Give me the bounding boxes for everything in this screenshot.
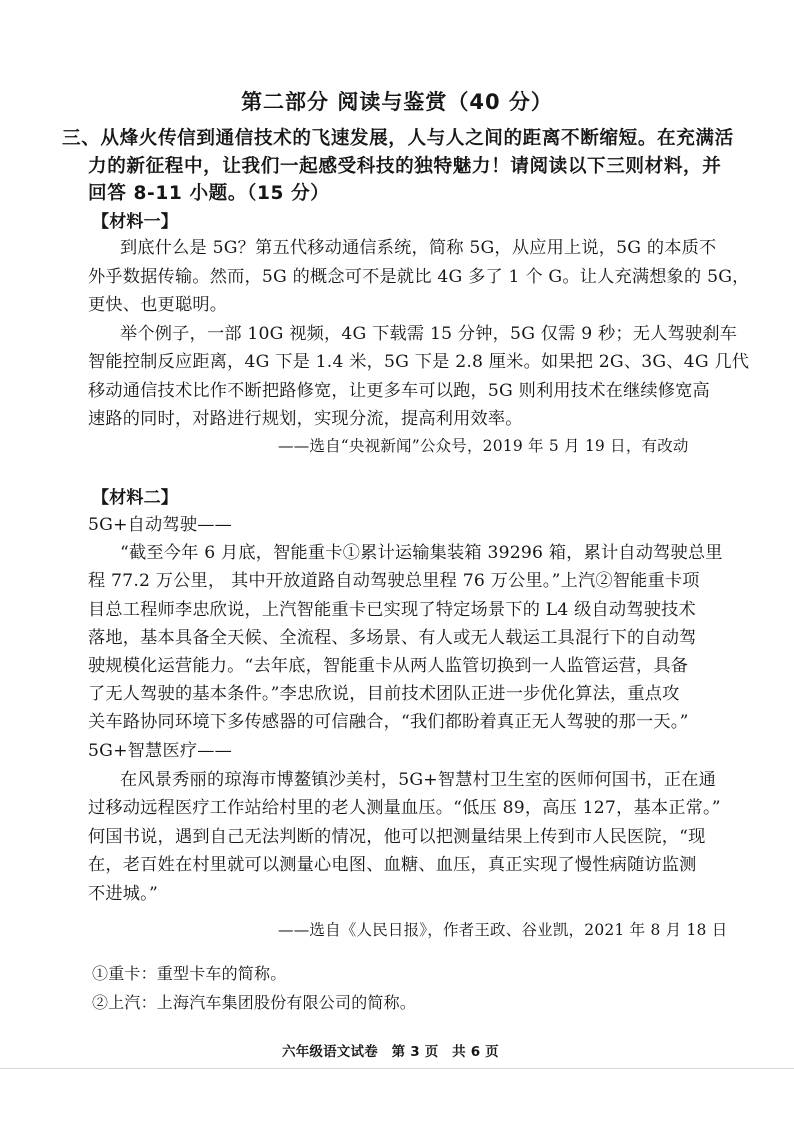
material2-line: 落地，基本具备全天候、全流程、多场景、有人或无人载运工具混行下的自动驾 (88, 628, 697, 648)
material2-line: 何国书说，遇到自己无法判断的情况，他可以把测量结果上传到市人民医院，“现 (88, 827, 706, 847)
material2-line: 程 77.2 万公里， 其中开放道路自动驾驶总里程 76 万公里。”上汽②智能重卡项 (88, 571, 700, 591)
material1-source: ——选自“央视新闻”公众号，2019 年 5 月 19 日，有改动 (278, 437, 689, 455)
page-footer: 六年级语文试卷 第 3 页 共 6 页 (282, 1044, 499, 1060)
material2-line: 了无人驾驶的基本条件。”李忠欣说，目前技术团队正进一步优化算法，重点攻 (88, 684, 680, 704)
footnote: ②上汽：上海汽车集团股份有限公司的简称。 (92, 993, 417, 1012)
material2-line: 驶规模化运营能力。“去年底，智能重卡从两人监管切换到一人监管运营，具备 (88, 656, 689, 676)
intro-line: 力的新征程中，让我们一起感受科技的独特魅力！请阅读以下三则材料，并 (88, 156, 722, 177)
section-title: 第二部分 阅读与鉴赏（40 分） (241, 90, 553, 114)
footnote: ①重卡：重型卡车的简称。 (92, 964, 287, 983)
intro-line: 三、从烽火传信到通信技术的飞速发展，人与人之间的距离不断缩短。在充满活 (62, 128, 734, 149)
material2-line: 在风景秀丽的琼海市博鳌镇沙美村，5G+智慧村卫生室的医师何国书，正在通 (120, 770, 717, 790)
material1-line: 举个例子，一部 10G 视频，4G 下载需 15 分钟，5G 仅需 9 秒；无人驾驶刹车 (120, 324, 738, 344)
material2-line: 过移动远程医疗工作站给村里的老人测量血压。“低压 89，高压 127，基本正常。” (88, 798, 721, 818)
material2-line: 关车路协同环境下多传感器的可信融合，“我们都盼着真正无人驾驶的那一天。” (88, 712, 689, 732)
material1-line: 速路的同时，对路进行规划，实现分流，提高利用效率。 (88, 409, 523, 429)
material2-line: 不进城。” (88, 884, 158, 904)
material2-source: ——选自《人民日报》，作者王政、谷业凯，2021 年 8 月 18 日 (278, 921, 728, 939)
material2-subheading: 5G+智慧医疗—— (88, 741, 232, 761)
material2-line: 目总工程师李忠欣说，上汽智能重卡已实现了特定场景下的 L4 级自动驾驶技术 (88, 600, 696, 620)
page-bottom-divider (0, 1068, 794, 1069)
material2-line: “截至今年 6 月底，智能重卡①累计运输集装箱 39296 箱，累计自动驾驶总里 (120, 543, 723, 563)
intro-line: 回答 8-11 小题。（15 分） (88, 183, 330, 204)
material1-heading: 【材料一】 (92, 212, 178, 232)
material1-line: 外乎数据传输。然而，5G 的概念可不是就比 4G 多了 1 个 G。让人充满想象的 5G， (88, 267, 750, 287)
material1-line: 移动通信技术比作不断把路修宽，让更多车可以跑，5G 则利用技术在继续修宽高 (88, 381, 710, 401)
material2-subheading: 5G+自动驾驶—— (88, 515, 232, 535)
material1-line: 智能控制反应距离，4G 下是 1.4 米，5G 下是 2.8 厘米。如果把 2G、3G、4G 几代 (88, 352, 750, 372)
material1-line: 到底什么是 5G？第五代移动通信系统，简称 5G，从应用上说，5G 的本质不 (120, 238, 717, 258)
material2-line: 在，老百姓在村里就可以测量心电图、血糖、血压，真正实现了慢性病随访监测 (88, 855, 697, 875)
material2-heading: 【材料二】 (92, 488, 178, 508)
material1-line: 更快、也更聪明。 (88, 295, 228, 315)
